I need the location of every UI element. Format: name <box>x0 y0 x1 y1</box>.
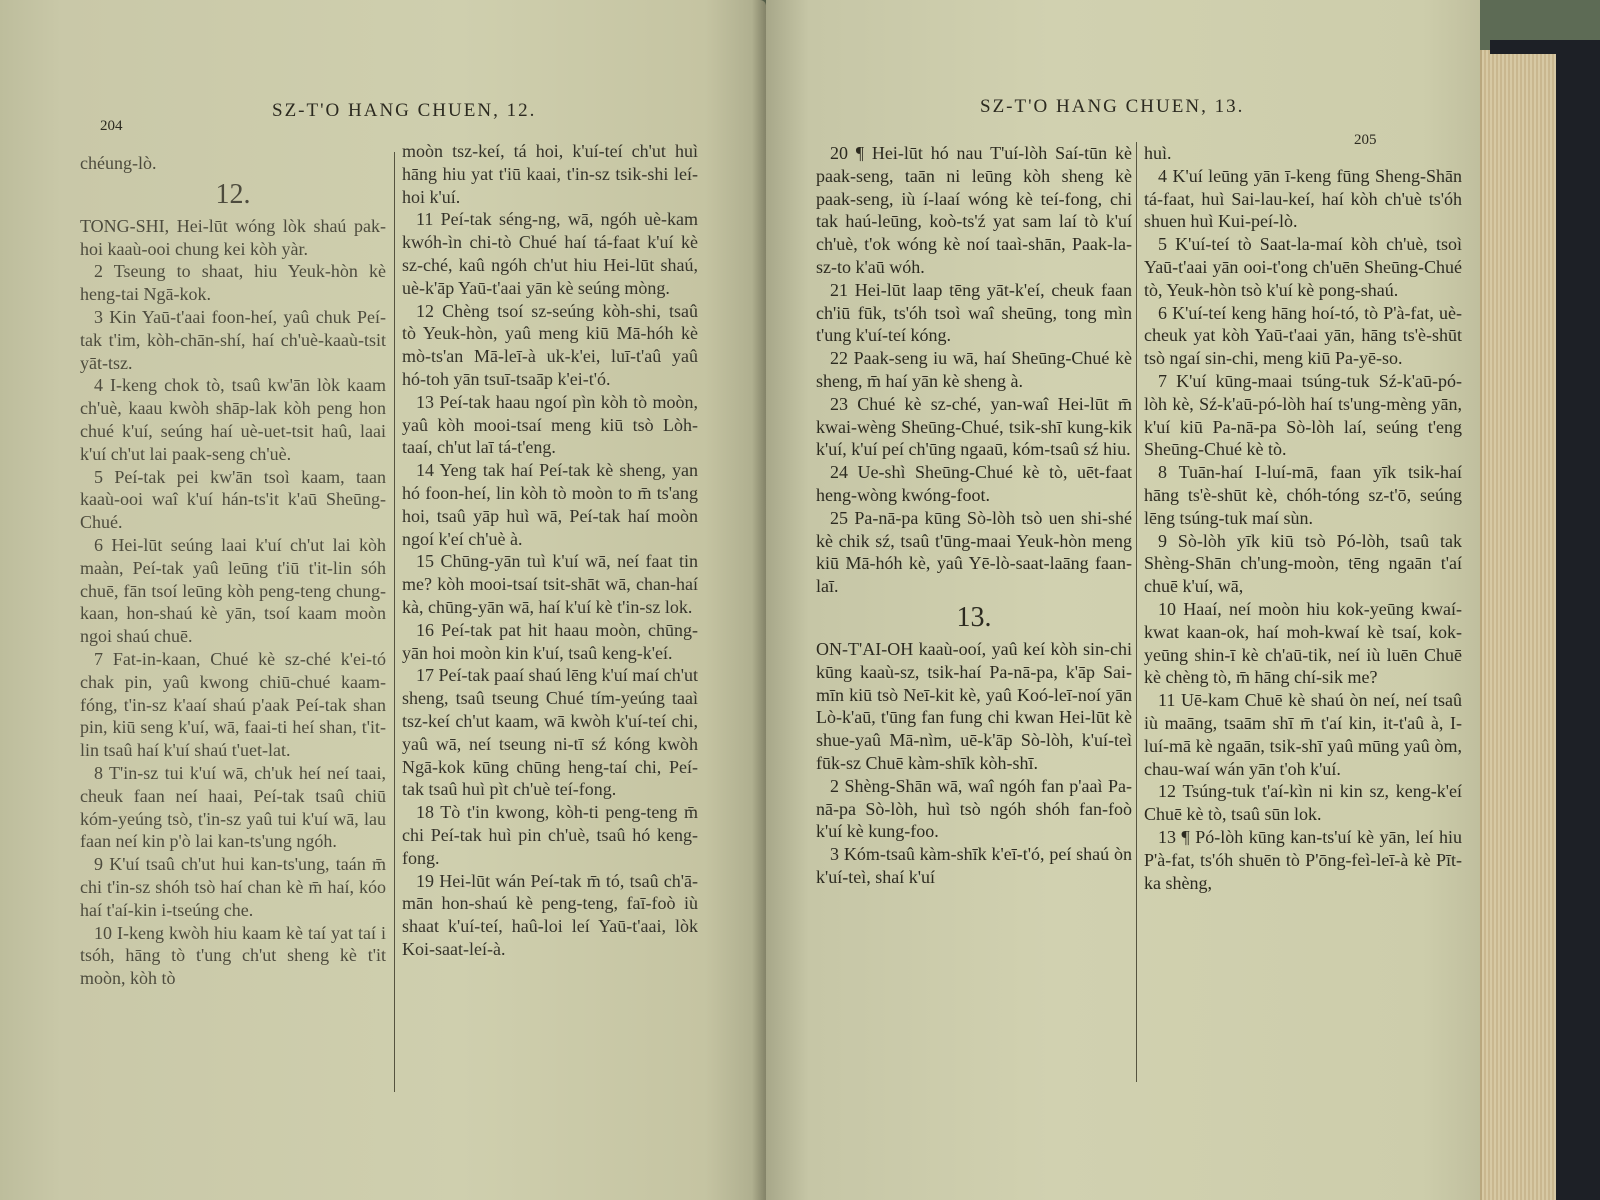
page-number-right: 205 <box>1354 132 1377 148</box>
verse-paragraph: 4 K'uí leūng yān ī-keng fūng Sheng-Shān tá-faat, huì Sai-lau-keí, haí kòh ch'uè ts'óh shuen huì Kui-peí-lò. <box>1144 165 1462 232</box>
verse-paragraph: 6 Hei-lūt seúng laai k'uí ch'ut lai kòh maàn, Peí-tak yaû leūng t'iū t'it-lin sóh chuē, fān tsoí leūng kòh peng-teng chung-kaan, hon-shaú kè yān, tsoí kaam moòn ngoi shaú chuē. <box>80 534 386 647</box>
verse-paragraph: TONG-SHI, Hei-lūt wóng lòk shaú pak-hoi kaaù-ooi chung kei kòh yàr. <box>80 215 386 259</box>
running-head-left: SZ-T'O HANG CHUEN, 12. <box>272 100 537 121</box>
verse-paragraph: 25 Pa-nā-pa kūng Sò-lòh tsò uen shi-shé kè chik sź, tsaû t'ūng-maai Yeuk-hòn meng kiū Mā-hóh kè, yaû Yē-lò-saat-laāng faan-laī. <box>816 507 1132 597</box>
column-divider-right <box>1136 142 1137 1082</box>
verse-paragraph: 4 I-keng chok tò, tsaû kw'ān lòk kaam ch'uè, kaau kwòh shāp-lak kòh peng hon chué k'uí, seúng haí uè-uet-tsit haû, laai k'uí ch'ut lai paak-seng ch'uè. <box>80 375 386 464</box>
verse-paragraph: 21 Hei-lūt laap tēng yāt-k'eí, cheuk faan ch'iū fūk, ts'óh tsoì waî sheūng, tong mìn t'ung k'uí-teí kóng. <box>816 279 1132 346</box>
verse-paragraph: 8 T'in-sz tui k'uí wā, ch'uk heí neí taai, cheuk faan neí haai, Peí-tak tsaû chiū kóm-yeúng tsò, t'in-sz yaû tui k'uí wā, lau faan neí kin p'ò lai kan-ts'ung ngóh. <box>80 762 386 852</box>
verse-paragraph: 2 Shèng-Shān wā, waî ngóh fan p'aaì Pa-nā-pa Sò-lòh, huì tsò ngóh shóh fan-foò k'uí kè kung-foo. <box>816 775 1132 842</box>
verse-paragraph: chéung-lò. <box>80 153 157 173</box>
verse-paragraph: 12 Chèng tsoí sz-seúng kòh-shi, tsaû tò Yeuk-hòn, yaû meng kiū Mā-hóh kè mò-ts'an Mā-leī-à uk-k'ei, luī-t'aû yaû hó-toh yān tsuī-tsaāp k'ei-t'ó. <box>402 300 698 389</box>
page-number-left: 204 <box>100 118 123 134</box>
verse-paragraph: 13 ¶ Pó-lòh kūng kan-ts'uí kè yān, leí hiu P'à-fat, ts'óh shuēn tò P'ōng-feì-leī-à kè Pīt-ka shèng, <box>1144 826 1462 893</box>
column-divider-left <box>394 152 395 1092</box>
book-cover <box>1556 40 1600 1200</box>
page-edges <box>1480 50 1562 1200</box>
verse-paragraph: 5 K'uí-teí tò Saat-la-maí kòh ch'uè, tsoì Yaū-t'aai yān ooi-t'ong ch'uēn Sheūng-Chué tò, Yeuk-hòn tsò k'uí kè pong-shaú. <box>1144 234 1462 300</box>
left-column-2 <box>402 140 698 961</box>
verse-paragraph: 9 K'uí tsaû ch'ut hui kan-ts'ung, taán m̄ chi t'in-sz shóh tsò haí chan kè m̄ haí, kóo haí t'aí-kin i-tseúng che. <box>80 854 386 920</box>
verse-paragraph: 12 Tsúng-tuk t'aí-kìn ni kin sz, keng-k'eí Chuē kè tò, tsaû sūn lok. <box>1144 781 1462 825</box>
left-page <box>0 0 766 1200</box>
chapter-number: 12. <box>215 178 251 210</box>
verse-paragraph: 7 Fat-in-kaan, Chué kè sz-ché k'ei-tó chak pin, yaû kwong chiū-chué kaam-fóng, t'in-sz k'aaí shaú p'aak Peí-tak shan pin, kiū seng k'uí, wā, faai-ti heí shan, t'it-lin tsaû haí k'uí shaú t'uet-lat. <box>80 648 386 761</box>
verse-paragraph: 15 Chūng-yān tuì k'uí wā, neí faat tin me? kòh mooi-tsaí tsit-shāt wā, chan-haí kà, chūng-yān wā, haí k'uí kè t'in-sz lok. <box>402 551 698 617</box>
verse-paragraph: 9 Sò-lòh yīk kiū tsò Pó-lòh, tsaû tak Shèng-Shān ch'ung-moòn, tēng ngaān t'aí chuē k'uí, wā, <box>1144 530 1462 597</box>
verse-paragraph: 22 Paak-seng iu wā, haí Sheūng-Chué kè sheng, m̄ haí yān kè sheng à. <box>816 348 1132 391</box>
verse-paragraph: 6 K'uí-teí keng hāng hoí-tó, tò P'à-fat, uè-cheuk yat kòh Yaū-t'aai yān, hāng ts'è-shūt tsò ngaí sin-chi, meng kiū Pa-yē-so. <box>1144 302 1462 369</box>
verse-paragraph: 17 Peí-tak paaí shaú lēng k'uí maí ch'ut sheng, tsaû tseung Chué tím-yeúng taaì tsz-keí ch'ut kaam, wā kwòh k'uí-teí chi, yaû wā, neí tseung ni-tī sź kóng kwòh Ngā-kok kūng chūng heng-taí chi, Peí-tak tsaû huì pìt ch'uè teí-fong. <box>402 665 698 800</box>
right-page <box>766 0 1480 1200</box>
verse-paragraph: 18 Tò t'in kwong, kòh-ti peng-teng m̄ chi Peí-tak huì pin ch'uè, tsaû hó keng-fong. <box>402 802 698 868</box>
right-column-2 <box>1144 142 1462 894</box>
running-head-right: SZ-T'O HANG CHUEN, 13. <box>980 96 1245 117</box>
verse-paragraph: 13 Peí-tak haau ngoí pìn kòh tò moòn, yaû kòh mooi-tsaí meng kiū tsò Lòh-taaí, ch'ut laī tá-t'eng. <box>402 391 698 458</box>
left-column-1 <box>80 152 386 990</box>
verse-paragraph: 5 Peí-tak pei kw'ān tsoì kaam, taan kaaù-ooi waî k'uí hán-ts'it k'aū Sheūng-Chué. <box>80 466 386 533</box>
verse-paragraph: huì. <box>1144 143 1172 163</box>
verse-paragraph: 3 Kin Yaū-t'aai foon-heí, yaû chuk Peí-tak t'im, kòh-chān-shí, haí ch'uè-kaaù-tsit yāt-tsz. <box>80 306 386 373</box>
verse-paragraph: moòn tsz-keí, tá hoi, k'uí-teí ch'ut huì hāng hiu yat t'iū kaai, t'in-sz tsik-shi leí-hoi k'uí. <box>402 141 698 207</box>
right-column-1 <box>816 142 1132 889</box>
verse-paragraph: 19 Hei-lūt wán Peí-tak m̄ tó, tsaû ch'ā-mān hon-shaú kè peng-teng, faī-foò iù shaat k'uí-teí, haû-loi leí Yaū-t'aai, lòk Koi-saat-leí-à. <box>402 870 698 959</box>
chapter-number: 13. <box>956 601 992 633</box>
verse-paragraph: 23 Chué kè sz-ché, yan-waî Hei-lūt m̄ kwai-wèng Sheūng-Chué, tsik-shī kung-kik k'uí, k'uí peí ch'ūng ngaaū, kóm-tsaû sź hiu. <box>816 393 1132 460</box>
verse-paragraph: 24 Ue-shì Sheūng-Chué kè tò, uēt-faat heng-wòng kwóng-foot. <box>816 462 1132 505</box>
verse-paragraph: 16 Peí-tak pat hit haau moòn, chūng-yān hoi moòn kin k'uí, tsaû keng-k'eí. <box>402 619 698 663</box>
verse-paragraph: 11 Uē-kam Chuē kè shaú òn neí, neí tsaû iù maāng, tsaām shī m̄ t'aí kin, it-t'aû à, I-luí-mā kè ngaān, tsik-shī yaû mūng yaû òm, chau-waí wán yān t'oh k'uí. <box>1144 690 1462 779</box>
verse-paragraph: 2 Tseung to shaat, hiu Yeuk-hòn kè heng-tai Ngā-kok. <box>80 261 386 305</box>
verse-paragraph: 11 Peí-tak séng-ng, wā, ngóh uè-kam kwóh-ìn chi-tò Chué haí tá-faat k'uí kè sz-ché, kaû ngóh ch'ut hiu Hei-lūt shaú, uè-k'āp Yaū-t'aai yān kè seúng mòng. <box>402 209 698 298</box>
verse-paragraph: 8 Tuān-haí I-luí-mā, faan yīk tsik-haí hāng ts'è-shūt kè, chóh-tóng sz-t'ō, seúng lēng tsúng-tuk maí sùn. <box>1144 462 1462 528</box>
verse-paragraph: 10 Haaí, neí moòn hiu kok-yeūng kwaí-kwat kaan-ok, haí moh-kwaí kè tsaí, kok-yeūng shin-ī kè ch'aū-tik, neí iù luēn Chuē kè chèng tò, m̄ hāng chí-sik me? <box>1144 598 1462 688</box>
verse-paragraph: 14 Yeng tak haí Peí-tak kè sheng, yan hó foon-heí, lin kòh tò moòn to m̄ ts'ang hoi, tsaû yāp huì wā, Peí-tak haí moòn ngoí k'eí ch'uè à. <box>402 460 698 549</box>
verse-paragraph: 3 Kóm-tsaû kàm-shīk k'eī-t'ó, peí shaú òn k'uí-teì, shaí k'uí <box>816 844 1132 887</box>
verse-paragraph: 7 K'uí kūng-maai tsúng-tuk Sź-k'aū-pó-lòh kè, Sź-k'aū-pó-lòh haí ts'ung-mèng yān, k'uí kiū Pa-nā-pa Sò-lòh laí, seúng t'eng Sheūng-Chué kè tò. <box>1144 370 1462 460</box>
verse-paragraph: 10 I-keng kwòh hiu kaam kè taí yat taí i tsóh, hāng tò t'ung ch'ut sheng kè t'it moòn, kòh tò <box>80 922 386 989</box>
verse-paragraph: ON-T'AI-OH kaaù-ooí, yaû keí kòh sin-chi kūng kaaù-sz, tsik-haí Pa-nā-pa, k'āp Sai-mīn kiū tsò Neī-kit kè, yaû Koó-leī-noí yān Lò-k'aū, t'ūng fan fung chi kwan Hei-lūt kè shue-yaû Mā-nìm, uē-k'āp Sò-lòh, k'uí-teì fūk-sz Chuē kàm-shīk kòh-shī. <box>816 638 1132 773</box>
verse-paragraph: 20 ¶ Hei-lūt hó nau T'uí-lòh Saí-tūn kè paak-seng, taān ni leūng kòh sheng kè paak-seng, iù í-laaí wóng kè teí-fong, chi tak haú-leūng, koò-ts'ź yat sam laí tò k'uí ch'uè, t'ok wóng kè noí taaì-shān, Paak-la-sz-to k'aū wóh. <box>816 143 1132 277</box>
